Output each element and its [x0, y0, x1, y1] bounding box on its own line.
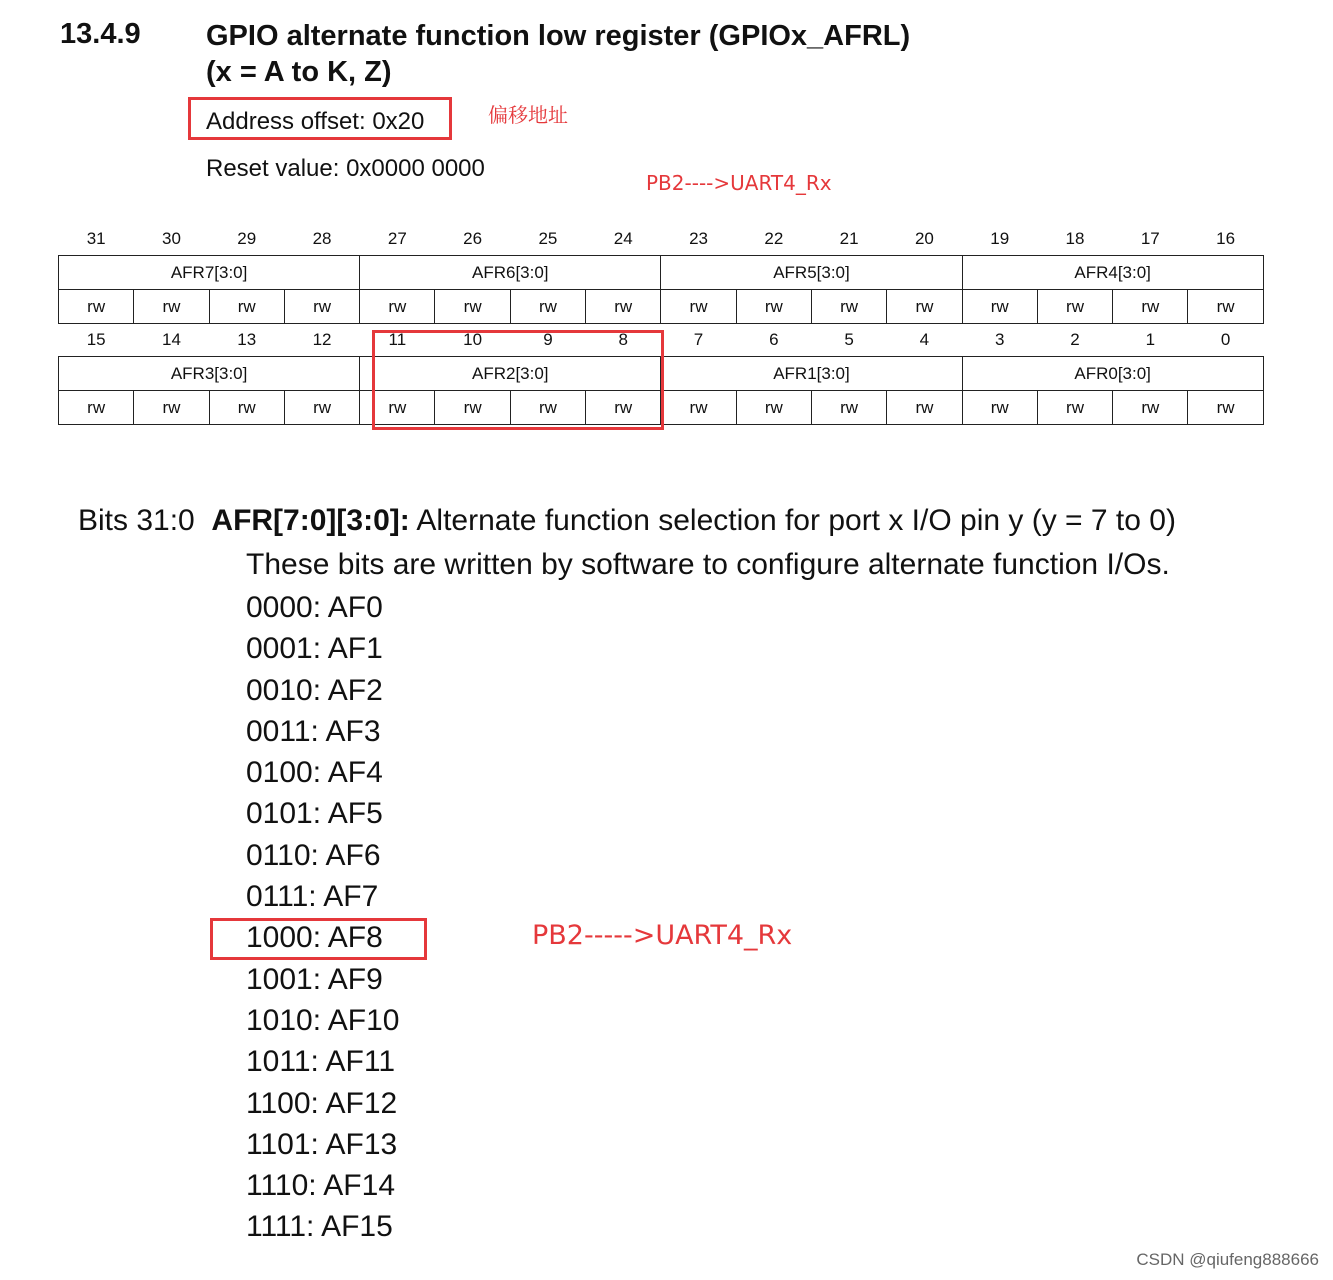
bit-number: 0: [1220, 329, 1231, 349]
field-afr5: AFR5[3:0]: [661, 256, 962, 290]
list-item: 1100: AF12: [246, 1086, 398, 1120]
offset-annotation: 偏移地址: [488, 103, 568, 127]
access-cell: rw: [284, 290, 359, 324]
description-heading: [78, 504, 1176, 538]
bit-number: 24: [613, 228, 633, 248]
field-afr0: AFR0[3:0]: [962, 357, 1263, 391]
list-item: 0110: AF6: [246, 838, 381, 872]
bit-number: 8: [618, 329, 628, 349]
bit-number: 23: [689, 228, 708, 248]
access-cell: rw: [510, 391, 585, 425]
bit-number: 25: [538, 228, 558, 248]
access-cell: rw: [1037, 391, 1112, 425]
bit-number: 26: [463, 228, 483, 248]
bit-number: 9: [543, 329, 553, 349]
description-bits: Bits 31:0: [78, 504, 195, 537]
bit-number: 12: [312, 329, 332, 349]
list-item: 0010: AF2: [246, 673, 383, 707]
watermark: CSDN @qiufeng888666: [1136, 1250, 1319, 1269]
access-cell: rw: [134, 391, 209, 425]
bit-number: 16: [1216, 228, 1236, 248]
bit-number: 31: [86, 228, 106, 248]
bit-number: 19: [990, 228, 1010, 248]
access-cell: rw: [811, 290, 886, 324]
bit-number: 11: [388, 329, 407, 349]
description-detail: These bits are written by software to configure alternate function I/Os.: [246, 548, 1170, 581]
upper-access-row: [59, 290, 1264, 324]
upper-bit-numbers: [59, 222, 1264, 256]
access-cell: rw: [736, 391, 811, 425]
access-cell: rw: [1188, 290, 1263, 324]
list-item: 0111: AF7: [246, 880, 379, 914]
access-cell: rw: [811, 391, 886, 425]
bit-number: 30: [161, 228, 181, 248]
access-cell: rw: [510, 290, 585, 324]
field-afr1: AFR1[3:0]: [661, 357, 962, 391]
access-cell: rw: [435, 290, 510, 324]
bit-number: 13: [237, 329, 257, 349]
list-item: 1000: AF8: [246, 921, 383, 955]
bit-number: 14: [161, 329, 181, 349]
access-cell: rw: [962, 290, 1037, 324]
af8-highlight: [210, 918, 427, 960]
access-cell: rw: [1113, 391, 1188, 425]
bit-number: 15: [86, 329, 106, 349]
description-summary: Alternate function selection for port x I/O pin y (y = 7 to 0): [416, 504, 1176, 537]
access-cell: rw: [586, 391, 661, 425]
access-cell: rw: [736, 290, 811, 324]
bit-number: 29: [237, 228, 257, 248]
bit-number: 10: [463, 329, 483, 349]
section-title-line1: GPIO alternate function low register (GPIOx_AFRL): [206, 20, 911, 52]
bit-number: 22: [764, 228, 784, 248]
field-afr3: AFR3[3:0]: [59, 357, 360, 391]
list-item: 1011: AF11: [246, 1045, 396, 1079]
list-item: 0100: AF4: [246, 756, 383, 790]
access-cell: rw: [360, 290, 435, 324]
afr2-highlight: [372, 330, 664, 430]
section-title: [206, 18, 910, 90]
list-item: 1110: AF14: [246, 1169, 396, 1203]
field-afr6: AFR6[3:0]: [360, 256, 661, 290]
list-item: 0101: AF5: [246, 797, 383, 831]
list-item: 1001: AF9: [246, 962, 383, 996]
field-afr2: AFR2[3:0]: [360, 357, 661, 391]
pin-annotation-top: PB2---->UART4_Rx: [646, 171, 832, 195]
description-field: AFR[7:0][3:0]:: [211, 504, 410, 537]
list-item: 0000: AF0: [246, 591, 383, 624]
field-afr7: AFR7[3:0]: [59, 256, 360, 290]
access-cell: rw: [1188, 391, 1263, 425]
register-table-upper: [58, 222, 1264, 324]
access-cell: rw: [1113, 290, 1188, 324]
access-cell: rw: [59, 391, 134, 425]
list-item: 1111: AF15: [246, 1210, 393, 1244]
bit-number: 5: [844, 329, 854, 349]
bit-number: 17: [1140, 228, 1160, 248]
access-cell: rw: [209, 290, 284, 324]
access-cell: rw: [209, 391, 284, 425]
bit-number: 18: [1065, 228, 1085, 248]
address-offset-highlight: [188, 97, 452, 140]
reset-value: Reset value: 0x0000 0000: [206, 155, 485, 182]
access-cell: rw: [586, 290, 661, 324]
access-cell: rw: [59, 290, 134, 324]
bit-number: 7: [693, 329, 704, 349]
bit-number: 6: [769, 329, 779, 349]
access-cell: rw: [360, 391, 435, 425]
address-offset: Address offset: 0x20: [206, 108, 425, 135]
list-item: 0001: AF1: [246, 632, 383, 666]
upper-fields: [59, 256, 1264, 290]
bit-number: 20: [914, 228, 934, 248]
access-cell: rw: [661, 290, 736, 324]
access-cell: rw: [134, 290, 209, 324]
bit-number: 21: [839, 228, 859, 248]
bit-number: 28: [312, 228, 332, 248]
bit-number: 2: [1070, 329, 1080, 349]
section-title-line2: (x = A to K, Z): [206, 56, 392, 88]
access-cell: rw: [284, 391, 359, 425]
access-cell: rw: [661, 391, 736, 425]
pin-annotation-list: PB2----->UART4_Rx: [532, 920, 793, 951]
bit-number: 4: [919, 329, 930, 349]
list-item: 1010: AF10: [246, 1003, 400, 1037]
section-number: 13.4.9: [60, 18, 141, 50]
bit-number: 1: [1145, 329, 1156, 349]
access-cell: rw: [1037, 290, 1112, 324]
bit-number: 3: [994, 329, 1005, 349]
access-cell: rw: [887, 391, 962, 425]
bit-number: 27: [387, 228, 407, 248]
access-cell: rw: [435, 391, 510, 425]
list-item: 1101: AF13: [246, 1127, 398, 1161]
access-cell: rw: [887, 290, 962, 324]
list-item: 0011: AF3: [246, 714, 381, 748]
field-afr4: AFR4[3:0]: [962, 256, 1263, 290]
access-cell: rw: [962, 391, 1037, 425]
